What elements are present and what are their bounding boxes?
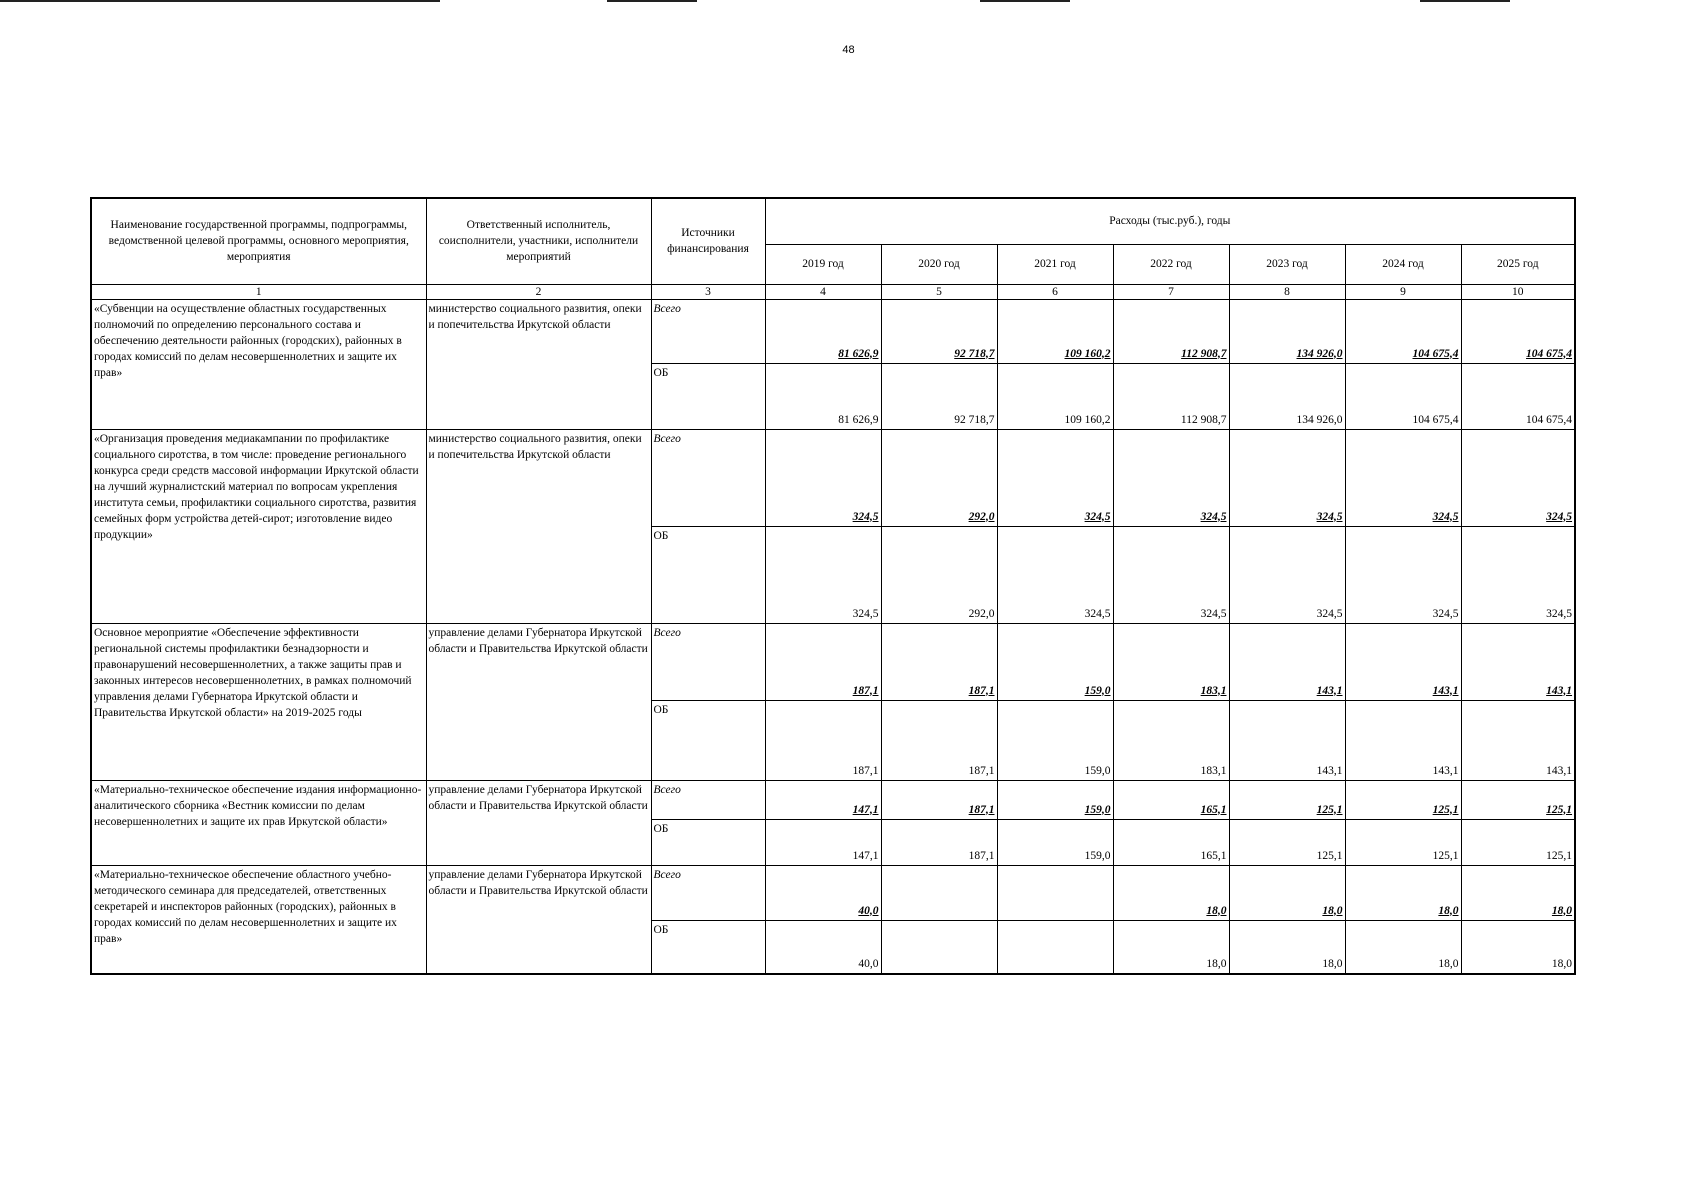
total-value: 112 908,7 — [1113, 299, 1229, 363]
total-value: 18,0 — [1113, 865, 1229, 920]
ob-value: 324,5 — [1229, 526, 1345, 623]
ob-value: 112 908,7 — [1113, 363, 1229, 429]
total-value: 125,1 — [1345, 780, 1461, 819]
source-total-label: Всего — [651, 865, 765, 920]
ob-value — [997, 920, 1113, 974]
table-row — [91, 299, 1575, 363]
ob-value: 81 626,9 — [765, 363, 881, 429]
ob-value: 143,1 — [1345, 700, 1461, 780]
header-year: 2019 год — [765, 244, 881, 284]
ob-value: 187,1 — [881, 700, 997, 780]
source-total-label: Всего — [651, 299, 765, 363]
total-value — [997, 865, 1113, 920]
expenses-table — [90, 197, 1576, 975]
ob-value — [881, 920, 997, 974]
header-year: 2020 год — [881, 244, 997, 284]
header-expenses: Расходы (тыс.руб.), годы — [765, 198, 1575, 244]
scan-artifact — [980, 0, 1070, 2]
ob-value: 18,0 — [1461, 920, 1575, 974]
ob-value: 18,0 — [1113, 920, 1229, 974]
total-value: 18,0 — [1229, 865, 1345, 920]
activity-name: «Организация проведения медиакампании по профилактике социального сиротства, в том числе: проведение регионального конкурса среди средств массовой информации Иркутской области на лучший журналистский материал по вопросам укрепления института семьи, профилактики социального сиротства, развития семейных форм устройства детей-сирот; изготовление видео продукции» — [91, 429, 426, 623]
scan-artifact — [1420, 0, 1510, 2]
column-number: 5 — [881, 284, 997, 299]
ob-value: 18,0 — [1229, 920, 1345, 974]
total-value: 159,0 — [997, 623, 1113, 700]
total-value: 125,1 — [1229, 780, 1345, 819]
total-value: 143,1 — [1345, 623, 1461, 700]
total-value: 143,1 — [1229, 623, 1345, 700]
total-value: 92 718,7 — [881, 299, 997, 363]
header-year: 2023 год — [1229, 244, 1345, 284]
total-value: 81 626,9 — [765, 299, 881, 363]
column-number: 8 — [1229, 284, 1345, 299]
ob-value: 165,1 — [1113, 819, 1229, 865]
ob-value: 109 160,2 — [997, 363, 1113, 429]
total-value: 104 675,4 — [1461, 299, 1575, 363]
ob-value: 187,1 — [881, 819, 997, 865]
ob-value: 187,1 — [765, 700, 881, 780]
source-total-label: Всего — [651, 429, 765, 526]
column-number: 6 — [997, 284, 1113, 299]
total-value: 324,5 — [997, 429, 1113, 526]
table-row — [91, 780, 1575, 819]
page-number: 48 — [842, 44, 855, 56]
ob-value: 147,1 — [765, 819, 881, 865]
total-value: 324,5 — [1461, 429, 1575, 526]
header-year: 2025 год — [1461, 244, 1575, 284]
ob-value: 134 926,0 — [1229, 363, 1345, 429]
header-year: 2022 год — [1113, 244, 1229, 284]
ob-value: 104 675,4 — [1461, 363, 1575, 429]
table-row — [91, 623, 1575, 700]
ob-value: 125,1 — [1461, 819, 1575, 865]
activity-name: «Материально-техническое обеспечение издания информационно-аналитического сборника «Вестник комиссии по делам несовершеннолетних и защите их прав Иркутской области» — [91, 780, 426, 865]
ob-value: 125,1 — [1229, 819, 1345, 865]
source-ob-label: ОБ — [651, 819, 765, 865]
source-ob-label: ОБ — [651, 526, 765, 623]
total-value: 187,1 — [881, 780, 997, 819]
activity-name: «Материально-техническое обеспечение областного учебно-методического семинара для председателей, ответственных секретарей и инспекторов районных (городских), районных в городах комиссий по делам несовершеннолетних и защите их прав» — [91, 865, 426, 974]
activity-name: «Субвенции на осуществление областных государственных полномочий по определению персонального состава и обеспечению деятельности районных (городских), районных в городах комиссий по делам несовершеннолетних и защите их прав» — [91, 299, 426, 429]
column-number: 2 — [426, 284, 651, 299]
ob-value: 125,1 — [1345, 819, 1461, 865]
total-value — [881, 865, 997, 920]
total-value: 40,0 — [765, 865, 881, 920]
ob-value: 159,0 — [997, 700, 1113, 780]
column-number: 9 — [1345, 284, 1461, 299]
ob-value: 292,0 — [881, 526, 997, 623]
source-total-label: Всего — [651, 623, 765, 700]
executor-name: управление делами Губернатора Иркутской области и Правительства Иркутской области — [426, 780, 651, 865]
column-number-row — [91, 284, 1575, 299]
header-executor: Ответственный исполнитель, соисполнители, участники, исполнители мероприятий — [426, 198, 651, 284]
ob-value: 324,5 — [765, 526, 881, 623]
total-value: 187,1 — [765, 623, 881, 700]
activity-name: Основное мероприятие «Обеспечение эффективности региональной системы профилактики безнадзорности и правонарушений несовершеннолетних, а также защиты прав и законных интересов несовершеннолетних, в рамках полномочий управления делами Губернатора Иркутской области и Правительства Иркутской области» на 2019-2025 годы — [91, 623, 426, 780]
ob-value: 40,0 — [765, 920, 881, 974]
ob-value: 104 675,4 — [1345, 363, 1461, 429]
total-value: 183,1 — [1113, 623, 1229, 700]
total-value: 324,5 — [765, 429, 881, 526]
total-value: 324,5 — [1345, 429, 1461, 526]
executor-name: министерство социального развития, опеки и попечительства Иркутской области — [426, 429, 651, 623]
total-value: 324,5 — [1113, 429, 1229, 526]
total-value: 187,1 — [881, 623, 997, 700]
total-value: 147,1 — [765, 780, 881, 819]
header-source: Источники финансирования — [651, 198, 765, 284]
header-year: 2021 год — [997, 244, 1113, 284]
source-ob-label: ОБ — [651, 363, 765, 429]
executor-name: управление делами Губернатора Иркутской области и Правительства Иркутской области — [426, 865, 651, 974]
source-total-label: Всего — [651, 780, 765, 819]
ob-value: 143,1 — [1229, 700, 1345, 780]
total-value: 143,1 — [1461, 623, 1575, 700]
total-value: 292,0 — [881, 429, 997, 526]
total-value: 125,1 — [1461, 780, 1575, 819]
total-value: 18,0 — [1461, 865, 1575, 920]
total-value: 165,1 — [1113, 780, 1229, 819]
ob-value: 143,1 — [1461, 700, 1575, 780]
ob-value: 324,5 — [1461, 526, 1575, 623]
source-ob-label: ОБ — [651, 920, 765, 974]
total-value: 104 675,4 — [1345, 299, 1461, 363]
column-number: 3 — [651, 284, 765, 299]
total-value: 134 926,0 — [1229, 299, 1345, 363]
ob-value: 324,5 — [997, 526, 1113, 623]
scan-artifact — [607, 0, 697, 2]
scan-artifact — [0, 0, 440, 2]
total-value: 18,0 — [1345, 865, 1461, 920]
ob-value: 324,5 — [1345, 526, 1461, 623]
ob-value: 324,5 — [1113, 526, 1229, 623]
executor-name: управление делами Губернатора Иркутской области и Правительства Иркутской области — [426, 623, 651, 780]
ob-value: 183,1 — [1113, 700, 1229, 780]
column-number: 4 — [765, 284, 881, 299]
source-ob-label: ОБ — [651, 700, 765, 780]
total-value: 324,5 — [1229, 429, 1345, 526]
ob-value: 18,0 — [1345, 920, 1461, 974]
header-name: Наименование государственной программы, подпрограммы, ведомственной целевой программы, основного мероприятия, мероприятия — [91, 198, 426, 284]
total-value: 159,0 — [997, 780, 1113, 819]
column-number: 7 — [1113, 284, 1229, 299]
table-row — [91, 429, 1575, 526]
table-row — [91, 865, 1575, 920]
ob-value: 159,0 — [997, 819, 1113, 865]
column-number: 10 — [1461, 284, 1575, 299]
ob-value: 92 718,7 — [881, 363, 997, 429]
total-value: 109 160,2 — [997, 299, 1113, 363]
executor-name: министерство социального развития, опеки и попечительства Иркутской области — [426, 299, 651, 429]
header-year: 2024 год — [1345, 244, 1461, 284]
column-number: 1 — [91, 284, 426, 299]
